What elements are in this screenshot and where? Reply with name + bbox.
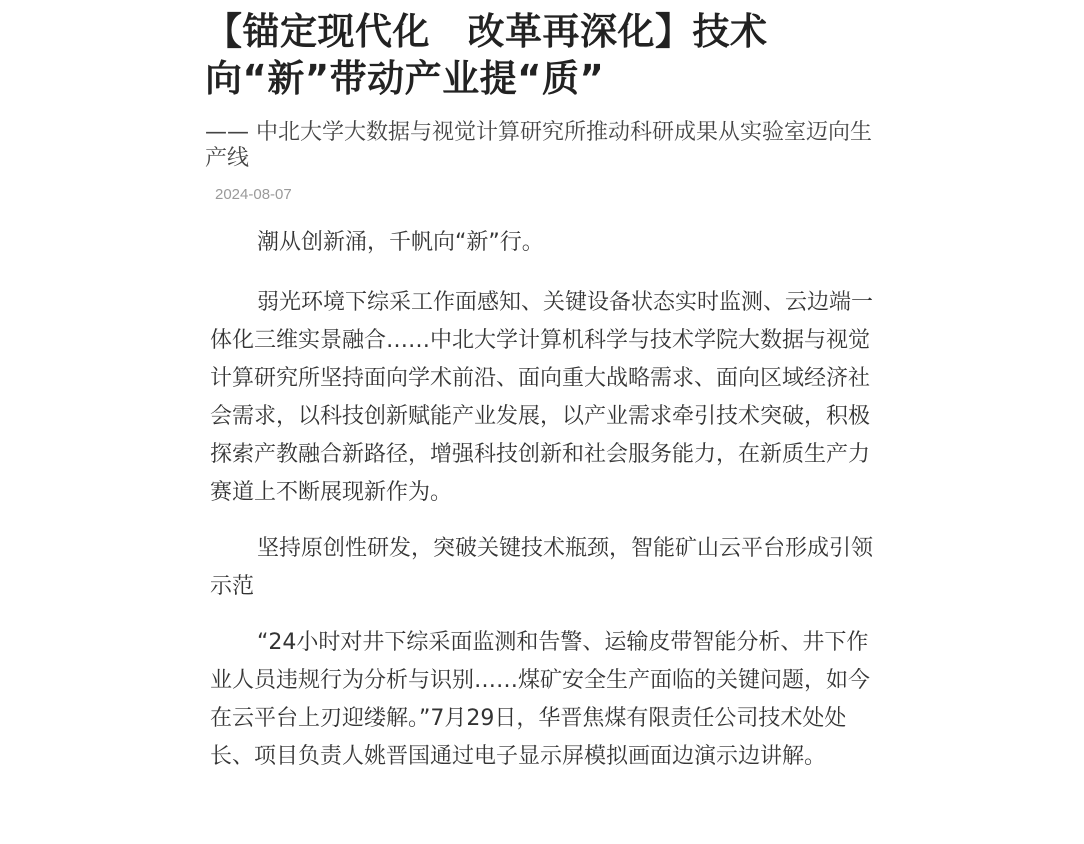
- article-body: [205, 224, 885, 776]
- article: [205, 0, 885, 794]
- paragraph: 坚持原创性研发，突破关键技术瓶颈，智能矿山云平台形成引领示范: [210, 536, 874, 599]
- paragraph: 潮从创新涌，千帆向“新”行。: [257, 230, 544, 255]
- article-title: 【锚定现代化 改革再深化】技术向“新”带动产业提“质”: [205, 10, 768, 100]
- paragraph: 弱光环境下综采工作面感知、关键设备状态实时监测、云边端一体化三维实景融合……中北大学计算机科学与技术学院大数据与视觉计算研究所坚持面向学术前沿、面向重大战略需求、面向区域经济社会需求，以科技创新赋能产业发展，以产业需求牵引技术突破，积极探索产教融合新路径，增强科技创新和社会服务能力，在新质生产力赛道上不断展现新作为。: [210, 290, 874, 505]
- paragraph: “24小时对井下综采面监测和告警、运输皮带智能分析、井下作业人员违规行为分析与识别……煤矿安全生产面临的关键问题，如今在云平台上刃迎缕解。”7月29日，华晋焦煤有限责任公司技术处处长、项目负责人姚晋国通过电子显示屏模拟画面边演示边讲解。: [210, 630, 871, 769]
- article-subtitle: —— 中北大学大数据与视觉计算研究所推动科研成果从实验室迈向生产线: [205, 120, 872, 171]
- publish-date: 2024-08-07: [215, 186, 292, 203]
